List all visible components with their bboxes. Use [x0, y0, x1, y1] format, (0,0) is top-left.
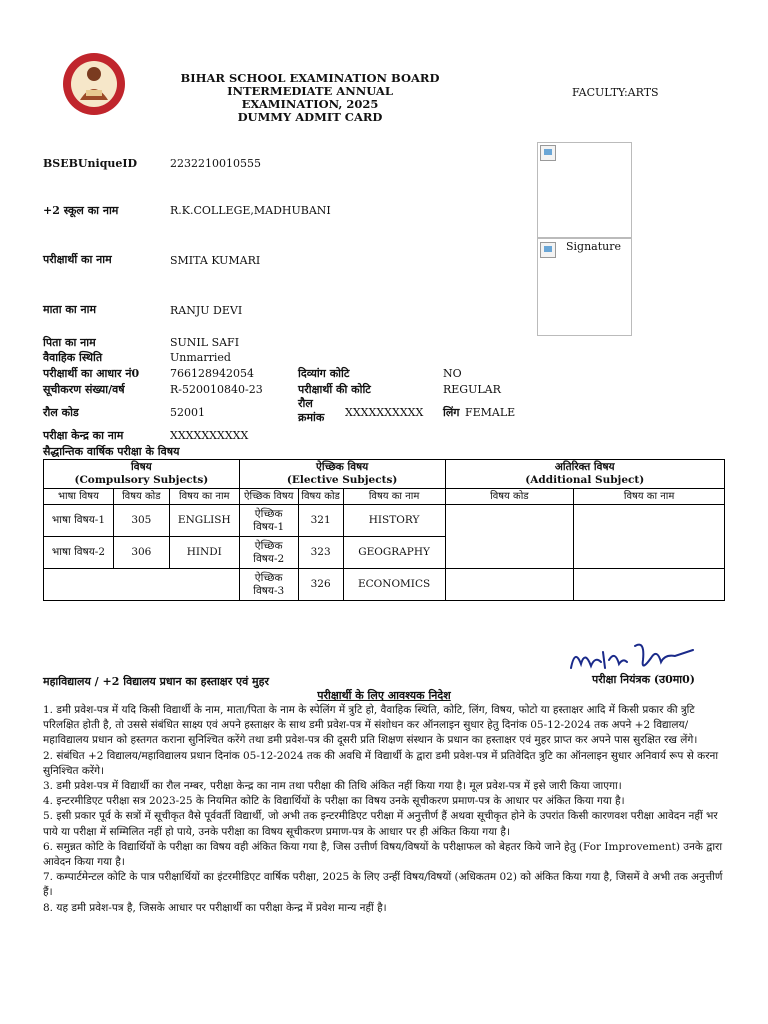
gender-label: लिंग — [443, 406, 460, 419]
roll-no-value: XXXXXXXXXX — [345, 406, 424, 419]
controller-label: परीक्षा नियंत्रक (उ0मा0) — [592, 673, 696, 686]
additional-code-empty — [445, 569, 574, 601]
row-elective-a: ऐच्छिक — [254, 571, 283, 584]
disability-label: दिव्यांग कोटि — [298, 367, 350, 380]
school-label: +2 स्कूल का नाम — [43, 204, 119, 217]
category-value: REGULAR — [443, 383, 501, 396]
list-item: 1. डमी प्रवेश-पत्र में यदि किसी विद्यार्थी के नाम, माता/पिता के नाम के स्पेलिंग में त्रुटि हो, वैवाहिक स्थिति, कोटि, लिंग, विषय, फोटो या हस्ताक्षर आदि में किसी प्रकार की त्रुटि परिलक्षित होती है, तो उससे संबंधित साक्ष्य एवं अपने हस्ताक्षर के साथ डमी प्रवेश-पत्र में संशोधन कर ऑनलाइन सुधार हेतु दिनांक 05-12-2024 तक अपने +2 विद्यालय/महाविद्यालय प्रधान को हस्तगत कराना सुनिश्चित करेंगे तथा डमी प्रवेश-पत्र की दूसरी प्रति शिक्षण संस्थान के प्रधान का हस्ताक्षर एवं मुहर प्राप्त कर अपने पास सुरक्षित रख लेंगे। — [43, 704, 698, 747]
row-elective — [239, 569, 298, 601]
row-empty-compulsory — [44, 569, 240, 601]
photo-box — [537, 142, 632, 238]
marital-value: Unmarried — [170, 351, 231, 364]
elective-subtitle: (Elective Subjects) — [286, 474, 398, 486]
additional-code-cell — [445, 505, 574, 569]
mother-value: RANJU DEVI — [170, 304, 243, 317]
row-name: ENGLISH — [169, 505, 239, 537]
row-elective-b: विषय-3 — [253, 584, 285, 597]
student-label: परीक्षार्थी का नाम — [43, 253, 112, 266]
signature-alt-text: Signature — [566, 240, 622, 253]
list-item: 6. समुन्नत कोटि के विद्यार्थियों के परीक्षा का विषय वही अंकित किया गया है, जिस उत्तीर्ण विषय/विषयों के परीक्षाफल को बेहतर किये जाने हेतु (For Improvement) उनके द्वारा आवेदन किया गया है। — [43, 840, 723, 869]
centre-value: XXXXXXXXXX — [170, 429, 249, 442]
father-label: पिता का नाम — [43, 336, 96, 349]
row-elective — [239, 537, 298, 569]
exam-title: INTERMEDIATE ANNUAL EXAMINATION, 2025 — [227, 84, 393, 111]
card-title: DUMMY ADMIT CARD — [237, 110, 383, 124]
broken-image-icon — [540, 242, 556, 258]
mother-label: माता का नाम — [43, 303, 97, 316]
broken-image-icon — [540, 145, 556, 161]
table-column-row — [44, 489, 725, 505]
unique-id-label: BSEBUniqueID — [43, 157, 138, 170]
board-title: BIHAR SCHOOL EXAMINATION BOARD — [180, 71, 440, 85]
row-elective — [239, 505, 298, 537]
roll-no-label-2: क्रमांक — [298, 411, 325, 424]
bseb-logo — [62, 52, 126, 116]
row-code: 305 — [113, 505, 169, 537]
registration-label: सूचीकरण संख्या/वर्ष — [43, 383, 125, 396]
col-el-code: विषय कोड — [298, 489, 343, 505]
disability-value: NO — [443, 367, 462, 380]
principal-sign-label: महाविद्यालय / +2 विद्यालय प्रधान का हस्ताक्षर एवं मुहर — [43, 675, 269, 688]
row-elective-a: ऐच्छिक — [254, 539, 283, 552]
registration-value: R-520010840-23 — [170, 383, 263, 396]
col-name: विषय का नाम — [169, 489, 239, 505]
roll-no-label-1: रौल — [298, 397, 313, 410]
col-code: विषय कोड — [113, 489, 169, 505]
instructions-list — [43, 703, 733, 916]
row-elective-a: ऐच्छिक — [254, 507, 283, 520]
table-header-row — [44, 460, 725, 489]
col-lang: भाषा विषय — [44, 489, 114, 505]
list-item: 5. इसी प्रकार पूर्व के सत्रों में सूचीकृत वैसे पूर्ववर्ती विद्यार्थी, जो अभी तक इन्टरमीडिएट परीक्षा में अनुत्तीर्ण हैं अथवा सूचीकृत होने के उपरांत किसी कारणवश परीक्षा आवेदन नहीं भर पाये या परीक्षा में सम्मिलित नहीं हो पाये, उनके परीक्षा का विषय सूचीकरण प्रमाण-पत्र के आधार पर ही अंकित किया गया है। — [43, 810, 718, 838]
marital-label: वैवाहिक स्थिति — [43, 351, 103, 364]
additional-name-empty — [574, 569, 725, 601]
col-add-name: विषय का नाम — [574, 489, 725, 505]
roll-code-value: 52001 — [170, 406, 205, 419]
row-lang: भाषा विषय-2 — [44, 537, 114, 569]
col-elective: ऐच्छिक विषय — [239, 489, 298, 505]
col-add-code: विषय कोड — [445, 489, 574, 505]
row-el-name: GEOGRAPHY — [343, 537, 445, 569]
row-el-name: HISTORY — [343, 505, 445, 537]
list-item: 2. संबंधित +2 विद्यालय/महाविद्यालय प्रधान दिनांक 05-12-2024 तक की अवधि में विद्यार्थी के द्वारा डमी प्रवेश-पत्र में प्रतिवेदित त्रुटि का ऑनलाइन सुधार अनिवार्य रूप से करना सुनिश्चित करेंगे। — [43, 749, 719, 777]
row-lang: भाषा विषय-1 — [44, 505, 114, 537]
table-row — [44, 505, 725, 537]
row-name: HINDI — [169, 537, 239, 569]
list-item: 3. डमी प्रवेश-पत्र में विद्यार्थी का रौल नम्बर, परीक्षा केन्द्र का नाम तथा परीक्षा की तिथि अंकित नहीं किया गया है। मूल प्रवेश-पत्र में इसे जारी किया जाएगा। — [43, 780, 622, 793]
row-elective-b: विषय-2 — [253, 552, 285, 565]
list-item: 7. कम्पार्टमेन्टल कोटि के पात्र परीक्षार्थियों का इंटरमीडिएट वार्षिक परीक्षा, 2025 के लिए उन्हीं विषय/विषयों (अधिकतम 02) को अंकित किया गया है, जिसमें वे अभी तक अनुत्तीर्ण हैं। — [43, 871, 723, 899]
list-item: 4. इन्टरमीडिएट परीक्षा सत्र 2023-25 के नियमित कोटि के विद्यार्थियों के परीक्षा का विषय उनके सूचीकरण प्रमाण-पत्र के आधार पर अंकित किया गया है। — [43, 795, 625, 808]
centre-label: परीक्षा केन्द्र का नाम — [43, 429, 124, 442]
roll-code-label: रौल कोड — [43, 406, 79, 419]
seal-icon — [62, 52, 126, 116]
row-el-code: 323 — [298, 537, 343, 569]
signature-box — [537, 238, 632, 336]
aadhar-value: 766128942054 — [170, 367, 254, 380]
row-el-code: 321 — [298, 505, 343, 537]
row-el-name: ECONOMICS — [343, 569, 445, 601]
subjects-table — [43, 459, 725, 601]
additional-title: अतिरिक्त विषय — [554, 461, 615, 473]
father-value: SUNIL SAFI — [170, 336, 240, 349]
instructions-title: परीक्षार्थी के लिए आवश्यक निदेश — [317, 689, 451, 702]
unique-id-value: 2232210010555 — [170, 157, 261, 170]
student-value: SMITA KUMARI — [170, 254, 261, 267]
elective-title: ऐच्छिक विषय — [316, 461, 369, 473]
list-item: 8. यह डमी प्रवेश-पत्र है, जिसके आधार पर परीक्षार्थी का परीक्षा केन्द्र में प्रवेश मान्य नहीं है। — [43, 901, 387, 914]
additional-subtitle: (Additional Subject) — [525, 474, 645, 486]
row-elective-b: विषय-1 — [253, 520, 285, 533]
compulsory-title: विषय — [131, 461, 152, 473]
gender-value: FEMALE — [465, 406, 516, 419]
col-el-name: विषय का नाम — [343, 489, 445, 505]
row-el-code: 326 — [298, 569, 343, 601]
category-label: परीक्षार्थी की कोटि — [298, 383, 371, 396]
section-title: सैद्धान्तिक वार्षिक परीक्षा के विषय — [43, 445, 180, 458]
compulsory-subtitle: (Compulsory Subjects) — [74, 474, 209, 486]
aadhar-label: परीक्षार्थी का आधार नं0 — [43, 367, 140, 380]
row-code: 306 — [113, 537, 169, 569]
additional-name-cell — [574, 505, 725, 569]
table-row — [44, 569, 725, 601]
faculty: FACULTY:ARTS — [572, 86, 659, 99]
school-value: R.K.COLLEGE,MADHUBANI — [170, 204, 331, 217]
